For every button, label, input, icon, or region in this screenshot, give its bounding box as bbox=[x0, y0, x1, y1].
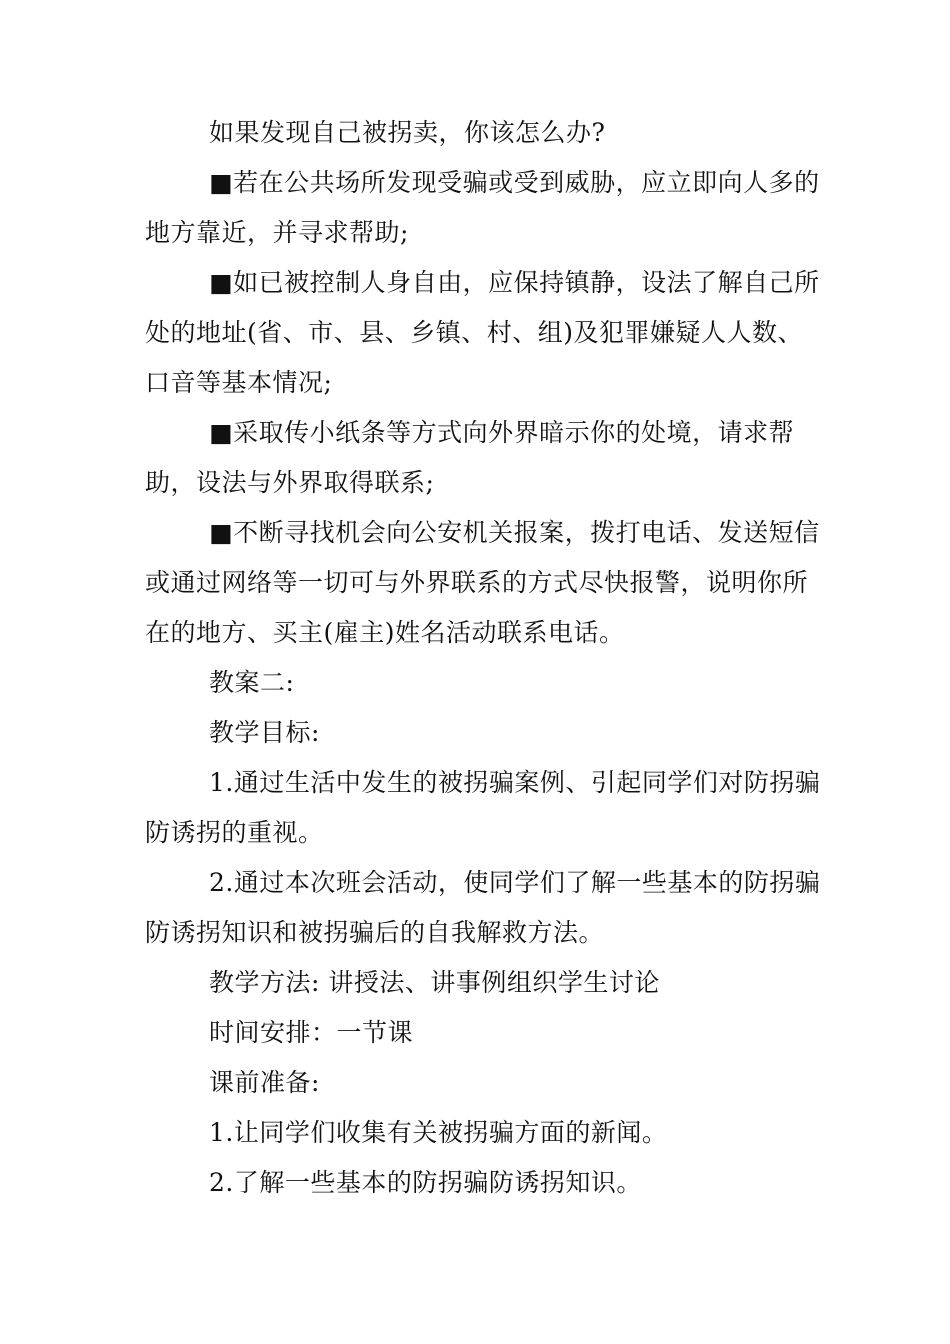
paragraph-question: 如果发现自己被拐卖，你该怎么办? bbox=[209, 118, 606, 147]
paragraph-goal-1: 1.通过生活中发生的被拐骗案例、引起同学们对防拐骗防诱拐的重视。 bbox=[145, 768, 821, 847]
document-body bbox=[145, 108, 825, 1208]
paragraph-bullet-report-police: ■不断寻找机会向公安机关报案，拨打电话、发送短信或通过网络等一切可与外界联系的方式尽快报警，说明你所在的地方、买主(雇主)姓名活动联系电话。 bbox=[145, 518, 820, 647]
paragraph-teaching-method: 教学方法: 讲授法、讲事例组织学生讨论 bbox=[209, 968, 660, 997]
paragraph-preparation-2: 2.了解一些基本的防拐骗防诱拐知识。 bbox=[209, 1168, 642, 1197]
paragraph-time-arrangement: 时间安排：一节课 bbox=[209, 1018, 414, 1047]
heading-preparation: 课前准备: bbox=[209, 1068, 320, 1097]
heading-teaching-goals: 教学目标: bbox=[209, 718, 320, 747]
paragraph-bullet-public-place: ■若在公共场所发现受骗或受到威胁，应立即向人多的地方靠近，并寻求帮助; bbox=[145, 168, 820, 247]
paragraph-goal-2: 2.通过本次班会活动，使同学们了解一些基本的防拐骗防诱拐知识和被拐骗后的自我解救方法。 bbox=[145, 868, 821, 947]
paragraph-preparation-1: 1.让同学们收集有关被拐骗方面的新闻。 bbox=[209, 1118, 668, 1147]
heading-lesson-plan-two: 教案二: bbox=[209, 668, 295, 697]
paragraph-bullet-signal-outside: ■采取传小纸条等方式向外界暗示你的处境，请求帮助，设法与外界取得联系; bbox=[145, 418, 795, 497]
paragraph-bullet-stay-calm: ■如已被控制人身自由，应保持镇静，设法了解自己所处的地址(省、市、县、乡镇、村、组)及犯罪嫌疑人人数、口音等基本情况; bbox=[145, 268, 820, 397]
